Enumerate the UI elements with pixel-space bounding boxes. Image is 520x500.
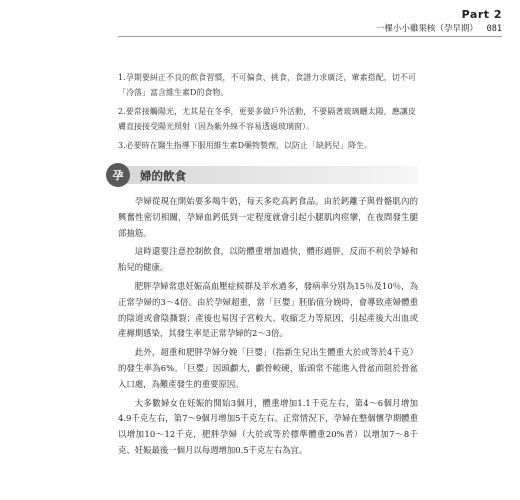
page-header	[262, 8, 502, 34]
article-body	[118, 194, 418, 462]
chapter-subtitle-row	[262, 22, 502, 34]
section-title: 婦的飲食	[140, 169, 186, 183]
section-badge: 孕	[106, 163, 130, 187]
paragraph: 孕婦從現在開始要多喝牛奶，每天多吃高鈣食品。由於鈣離子與骨骼肌內的興奮性密切相關，孕婦血鈣低到一定程度就會引起小腿肌肉痙攣，在夜間發生腿部抽筋。	[118, 196, 418, 238]
section-heading	[106, 163, 418, 187]
paragraph: 這時還要注意控制飲食，以防體重增加過快，體形過胖，反而不利於孕婦和胎兒的健康。	[118, 246, 418, 273]
tips-list	[118, 70, 416, 157]
page-number: 081	[486, 24, 502, 34]
tip-item: 1.孕期要糾正不良的飲食習慣，不可偏食、挑食，食譜力求廣泛，葷素搭配，切不可「冷落」富含維生素D的食物。	[118, 73, 416, 97]
paragraph: 此外，超重和肥胖孕婦分娩「巨嬰」（指新生兒出生體重大於或等於4千克）的發生率為6%。「巨嬰」因頭顱大，顱骨較硬，胎頭常不能進入骨盆而阻於骨盆入口處，為難產發生的重要原因。	[118, 347, 418, 389]
tip-item: 3.必要時在醫生指導下服用維生素D藥物製劑，以防止「缺鈣兒」降生。	[118, 141, 373, 150]
paragraph: 肥胖孕婦常患妊娠高血壓症候群及羊水過多，發病率分別為15％及10％，為正常孕婦的3～4倍。由於孕婦超重，當「巨嬰」胚胎值分娩時，會導致產婦體重的陰道或會陰撕裂；產後也易因子宮較大、收縮乏力等原因，引起產後大出血或產褥期感染，其發生率是正常孕婦的2～3倍。	[118, 280, 418, 339]
part-label: Part 2	[461, 8, 502, 21]
tip-item: 2.要常接觸陽光，尤其是在冬季，更要多做戶外活動，不要隔著玻璃曬太陽，應讓皮膚直接接受陽光照射（因為紫外線不容易透過玻璃窗）。	[118, 107, 416, 131]
chapter-subtitle: 一棵小小雞果核（孕早期）	[375, 24, 478, 34]
header-divider	[118, 36, 502, 37]
paragraph: 大多數婦女在妊娠的開始3個月，體重增加1.1千克左右，第4～6個月增加4.9千克左右，第7～9個月增加5千克左右。正常情況下，孕婦在整個懷孕期體重以增加10～12千克，肥胖孕婦（大於或等於標準體重20%者）以增加7～8千克、妊娠最後一個月以每週增加0.5千克左右為宜。	[118, 397, 418, 455]
